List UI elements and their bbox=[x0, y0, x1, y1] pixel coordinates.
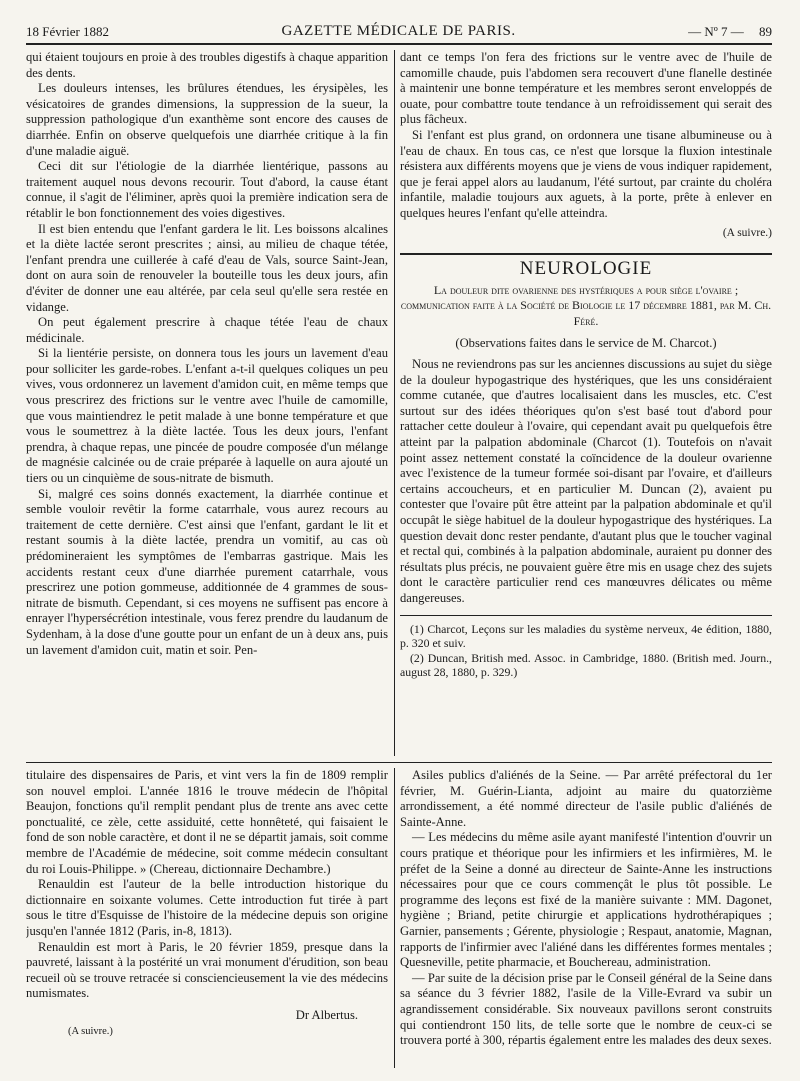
page-header bbox=[26, 18, 772, 40]
article-subtitle: La douleur dite ovarienne des hystériques a pour siège l'ovaire ; communication faite à la Société de Biologie le 17 décembre 1881, par M. Ch. Féré. bbox=[400, 282, 772, 328]
paragraph: Si la lientérie persiste, on donnera tous les jours un lavement d'eau pour solliciter les garde-robes. L'enfant a-t-il quelques coliques un peu vives, vous ordonnerez un lavement d'amidon cuit, en même temps que vous prescrirez des frictions sur le ventre avec l'huile de camomille, que vous maintiendrez le petit malade à une bonne température et que vous le soumettrez à la diète lactée. Tous les deux jours, l'enfant prendra, à chaque repas, une pincée de poudre composée d'un mélange de magnésie calcinée ou de craie préparée à laquelle on aura ajouté un tiers ou un cinquième de sous-nitrate de bismuth. bbox=[26, 346, 388, 486]
bottom-left-column bbox=[26, 768, 388, 1068]
bottom-right-column bbox=[400, 768, 772, 1068]
paragraph: Nous ne reviendrons pas sur les anciennes discussions au sujet du siège de la douleur hypogastrique des hystériques, que les uns considéraient comme cutanée, que d'autres localisaient dans les muscles, etc. C'est surtout sur des idées théoriques qu'on s'est basé tout d'abord pour rattacher cette douleur à l'ovaire, qui cependant avait pu quelquefois être atteint par la palpation abdominale (Charcot (1). Toutefois on n'avait point assez nettement constaté la coïncidence de la douleur ovarienne avec l'existence de la tumeur formée soi-disant par l'ovaire, et d'ailleurs certains accoucheurs, et en particulier M. Duncan (2), avaient pu contester que l'ovaire pût être atteint par la palpation abdominale et qu'il occupât le siège habituel de la douleur hypogastrique des hystériques. La question devait donc rester pendante, d'autant plus que le toucher vaginal et rectal qui, combinés à la palpation abdominale, auraient pu donner des résultats plus précis, ne pouvaient guère être mis en usage chez des sujets dont le caractère particulier rend ces manœuvres délicates ou même dangereuses. bbox=[400, 357, 772, 605]
column-divider bbox=[394, 768, 395, 1068]
paragraph: Si l'enfant est plus grand, on ordonnera une tisane albumineuse ou à l'eau de chaux. En tous cas, ce n'est que lorsque la fluxion intestinale résistera aux différents moyens que je viens de vous indiquer rapidement, que je ferai appel alors au laudanum, l'été surtout, par crainte du choléra infantile, maladie toujours aux aguets, à la porte, prête à enlever en quelques heures l'enfant qu'elle atteindra. bbox=[400, 127, 772, 220]
header-issue: — Nº 7 — bbox=[688, 24, 744, 39]
paragraph: dant ce temps l'on fera des frictions sur le ventre avec de l'huile de camomille chaude, puis l'abdomen sera recouvert d'une flanelle destinée à maintenir une bonne température et les membres seront enveloppés de ouate, pour combattre toute tendance à un refroidissement qui serait des plus fâcheux. bbox=[400, 50, 772, 127]
header-date: 18 Février 1882 bbox=[26, 24, 110, 39]
header-journal-title: GAZETTE MÉDICALE DE PARIS. bbox=[281, 23, 516, 39]
header-rule bbox=[26, 43, 772, 45]
paragraph: titulaire des dispensaires de Paris, et vint vers la fin de 1809 remplir son nouvel emploi. L'année 1816 le trouve médecin de l'hôpital Beaujon, fonctions qu'il remplit pendant plus de trente ans avec cette ponctualité, ce zèle, cette assiduité, cette honnêteté, qui faisaient le fond de son noble caractère, et dont il ne se départit jamais, soit comme membre de l'Académie de médecine, soit comme médecin consultant du roi Louis-Philippe. » (Chereau, dictionnaire Dechambre.) bbox=[26, 768, 388, 876]
paragraph: Les douleurs intenses, les brûlures étendues, les érysipèles, les vésicatoires de grandes dimensions, la suppression de la sueur, la suppression pathologique d'un exanthème sont encore des causes de diarrhée. Enfin on observe quelquefois une diarrhée critique à la fin d'une maladie aiguë. bbox=[26, 81, 388, 158]
author-signature: Dr Albertus. bbox=[295, 1007, 358, 1022]
paragraph: Renauldin est l'auteur de la belle introduction historique du dictionnaire en soixante volumes. Cette introduction fut tirée à part sous le titre d'Esquisse de l'histoire de la médecine depuis son origine jusqu'en l'année 1812 (Paris, in-8, 1813). bbox=[26, 877, 388, 938]
paragraph: qui étaient toujours en proie à des troubles digestifs à chaque apparition des dents. bbox=[26, 50, 388, 80]
header-page-number: 89 bbox=[758, 24, 772, 39]
article-observation-note: (Observations faites dans le service de M. Charcot.) bbox=[455, 335, 717, 350]
footnote: (2) Duncan, British med. Assoc. in Cambridge, 1880. (British med. Journ., august 28, 1880, p. 329.) bbox=[400, 650, 772, 680]
news-item: — Les médecins du même asile ayant manifesté l'intention d'ouvrir un cours pratique et théorique pour les infirmiers et les infirmières, M. le préfet de la Seine a donné au directeur de Sainte-Anne les instructions nécessaires pour que ce cours commençât le plus tôt possible. Le programme des leçons est fixé de la manière suivante : MM. Dagonet, hygiène ; Briand, petite chirurgie et applications hydrothérapiques ; Garnier, pansements ; Gérente, physiologie ; Respaut, anatomie, Magnan, rapports de l'infirmier avec l'aliéné dans les différentes formes mentales ; Quesneville, petite pharmacie, et Bouchereau, administration. bbox=[400, 830, 772, 970]
news-item: — Par suite de la décision prise par le Conseil général de la Seine dans sa séance du 3 février 1882, l'asile de la Ville-Evrard va subir un agrandissement considérable. Six nouveaux pavillons seront construits qui contiendront 150 lits, de telle sorte que le nombre de ceux-ci se trouvera porté à 300, répartis également entre les malades des deux sexes. bbox=[400, 970, 772, 1048]
to-be-continued: (A suivre.) bbox=[68, 1025, 113, 1037]
section-rule bbox=[400, 253, 772, 255]
paragraph: Renauldin est mort à Paris, le 20 février 1859, presque dans la pauvreté, laissant à la postérité un vrai monument d'érudition, son beau recueil où se trouve retracée si consciencieusement la vie des médecins numismates. bbox=[26, 939, 388, 1001]
footnote: (1) Charcot, Leçons sur les maladies du système nerveux, 4e édition, 1880, p. 320 et suiv. bbox=[400, 621, 772, 651]
news-item: Asiles publics d'aliénés de la Seine. — Par arrêté préfectoral du 1er février, M. Guérin-Lianta, adjoint au maire du quatorzième arrondissement, a été nommé directeur de l'asile public d'aliénés de Sainte-Anne. bbox=[400, 768, 772, 829]
paragraph: Il est bien entendu que l'enfant gardera le lit. Les boissons alcalines et la diète lactée seront prescrites ; ainsi, au milieu de chaque tétée, l'enfant prendra une cuillerée à café d'eau de Vals, source Saint-Jean, dont on aura soin de renouveler la bouteille tous les deux jours, afin d'éviter de donner une eau altérée, par cela seul qu'elle sera restée en vidange. bbox=[26, 221, 388, 314]
paragraph: Si, malgré ces soins donnés exactement, la diarrhée continue et semble vouloir revêtir la forme catarrhale, vous aurez recours au traitement de cette dernière. C'est ainsi que l'enfant, gardant le lit et restant soumis à la diète lactée, prendra un vomitif, au cas où prédomineraient les symptômes de l'embarras gastrique. Mais les accidents restant ceux d'une diarrhée purement catarrhale, vous prescrirez une potion gommeuse, additionnée de 4 grammes de sous-nitrate de bismuth. Cependant, si ces moyens ne suffisent pas encore à enrayer l'hypersécrétion intestinale, vous ferez prendre du laudanum de Sydenham, à la dose d'une goutte pour un enfant de un à deux ans, puis un lavement d'amidon cuit, matin et soir. Pen- bbox=[26, 486, 388, 657]
footnotes bbox=[400, 622, 772, 680]
section-title-neurologie: NEUROLOGIE bbox=[519, 258, 653, 280]
left-column bbox=[26, 50, 388, 756]
header-issue-page bbox=[688, 24, 772, 40]
footnote-rule bbox=[400, 615, 772, 616]
paragraph: On peut également prescrire à chaque tétée l'eau de chaux médicinale. bbox=[26, 315, 388, 345]
bottom-section-rule bbox=[26, 762, 772, 763]
paragraph: Ceci dit sur l'étiologie de la diarrhée lientérique, passons au traitement auquel nous devons recourir. Tout d'abord, la cause étant connue, il s'agit de l'éliminer, après quoi la première indication sera de rétablir le bon fonctionnement des voies digestives. bbox=[26, 159, 388, 220]
to-be-continued: (A suivre.) bbox=[722, 226, 772, 239]
right-column bbox=[400, 50, 772, 756]
column-divider bbox=[394, 50, 395, 756]
